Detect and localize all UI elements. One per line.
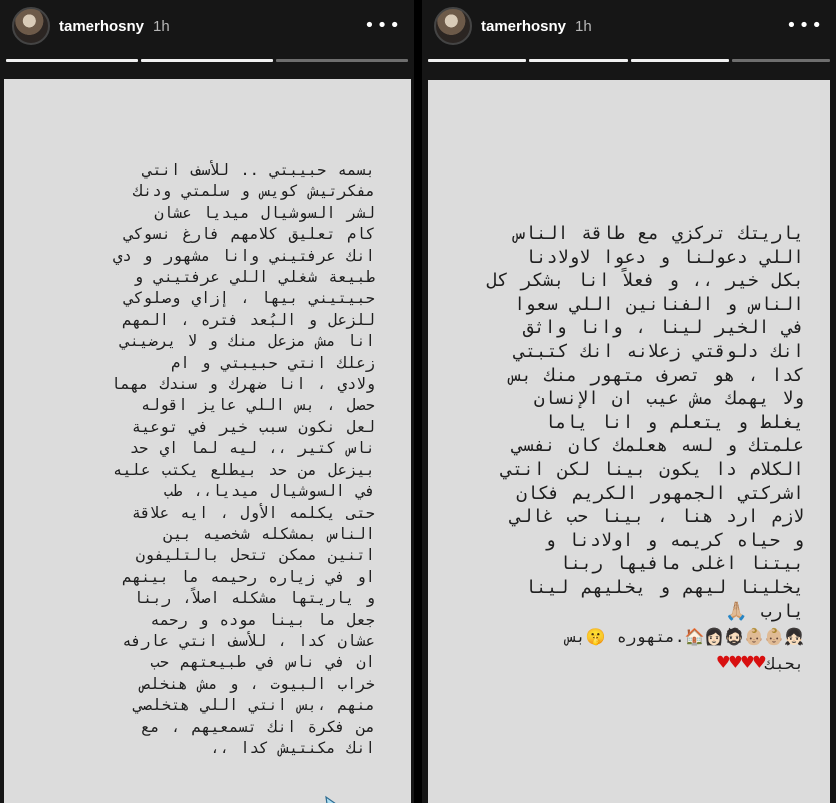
text-line: يارب 🙏🏼	[725, 600, 804, 622]
text-line: لشر السوشيال ميديا عشان	[154, 203, 375, 222]
text-line: كام تعليق كلامهم فارغ نسوكي	[124, 225, 375, 244]
text-line: انا مش مزعل منك و لا يرضيني	[120, 332, 375, 351]
text-line: بيزعل من حد بيطلع يكتب عليه	[113, 460, 375, 479]
story-text	[36, 160, 375, 759]
text-line: في الخير لينا ، وانا واثق	[523, 317, 804, 339]
story-content	[4, 79, 411, 803]
story-text	[451, 222, 804, 675]
text-line: خراب البيوت ، و مش هنخلص	[141, 674, 375, 693]
text-line: جعل ما بينا موده و رحمه	[150, 610, 375, 629]
progress-segment	[141, 59, 273, 62]
text-line: حبيتيني بيها ، إزاي وصلوكي	[124, 289, 375, 308]
more-options-icon[interactable]: •••	[786, 15, 824, 36]
text-line: منهم ،بس انتي اللي هتخلصي	[133, 696, 375, 715]
text-line: زعلك انتي حبيبتي و ام	[171, 353, 375, 372]
text-line: ناس كتير ،، ليه لما اي حد	[129, 439, 375, 458]
text-line: بسمه حبيبتي .. للأسف انتي	[143, 161, 375, 179]
text-line: اللي دعولنا و دعوا لاولادنا	[525, 246, 804, 268]
text-line: و ياريتها مشكله اصلاً، ربنا	[133, 589, 375, 608]
text-line: الكلام دا يكون بينا لكن انتي	[501, 458, 804, 480]
next-arrow-icon[interactable]	[276, 791, 372, 803]
text-line: بكل خير ،، و فعلاً انا بشكر كل	[486, 270, 804, 292]
hearts-icon: ♥♥♥♥	[717, 649, 766, 674]
text-line: او في زياره رحيمه ما بينهم	[122, 567, 375, 586]
progress-segment	[6, 59, 138, 62]
text-line: الناس و الفنانين اللي سعوا	[514, 293, 804, 315]
text-line: انك مكنتيش كدا ،،	[210, 738, 375, 757]
text-line: للزعل و البُعد فتره ، المهم	[122, 310, 375, 329]
avatar[interactable]	[434, 7, 472, 45]
progress-segment	[732, 59, 830, 62]
text-line: لازم ارد هنا ، بينا حب غالي	[510, 506, 804, 528]
progress-segment	[631, 59, 729, 62]
closing-line	[451, 651, 804, 676]
post-time: 1h	[153, 17, 170, 35]
progress-segment	[428, 59, 526, 62]
avatar[interactable]	[12, 7, 50, 45]
story-panel-right[interactable]	[422, 0, 836, 803]
text-line: حصل ، بس اللي عايز اقوله	[141, 396, 375, 415]
text-line: اشركتي الجمهور الكريم فكان	[516, 482, 804, 504]
text-line: الناس بمشكله شخصيه بين	[163, 524, 375, 543]
emoji-line: 👧🏻👶🏼👶🏼🧔🏻👩🏻🏠.متهوره 🤫بس	[566, 627, 804, 647]
text-line: مفكرتيش كويس و سلمتي ودنك	[133, 182, 375, 201]
text-line: ولا يهمك مش عيب ان الإنسان	[533, 388, 804, 410]
text-line: من فكرة انك تسمعيهم ، مع	[141, 717, 375, 736]
text-line: انك دلوقتي زعلانه انك كتبتي	[514, 340, 804, 362]
text-line: عشان كدا ، للأسف انتي عارفه	[122, 631, 375, 650]
text-line: ولادي ، انا ضهرك و سندك مهما	[111, 375, 375, 394]
text-line: ياريتك تركزي مع طاقة الناس	[514, 223, 804, 244]
text-line: ان في ناس في طبيعتهم حب	[150, 653, 375, 672]
text-line: لعل نكون سبب خير في توعية	[131, 417, 375, 436]
story-progress	[428, 59, 830, 62]
post-time: 1h	[575, 17, 592, 35]
username[interactable]: tamerhosny	[481, 17, 567, 35]
progress-segment	[276, 59, 408, 62]
story-content	[428, 80, 830, 803]
story-header	[0, 0, 414, 52]
text-line: يغلط و يتعلم و انا ياما	[544, 411, 804, 433]
text-line: انك عرفتيني وانا مشهور و دي	[113, 246, 375, 265]
closing-text: بحبك	[765, 653, 804, 673]
text-line: في السوشيال ميديا،، طب	[163, 482, 375, 501]
story-panel-left[interactable]	[0, 0, 414, 803]
text-line: بيتنا اغلى مافيها ربنا	[559, 553, 804, 575]
story-header	[422, 0, 836, 52]
text-line: و حياه كريمه و اولادنا و	[544, 529, 804, 551]
text-line: يخلينا ليهم و يخليهم لينا	[525, 576, 804, 598]
text-line: علمتك و لسه هعلمك كان نفسي	[512, 435, 804, 457]
progress-segment	[529, 59, 627, 62]
text-line: اتنين ممكن تتحل بالتليفون	[135, 546, 375, 565]
more-options-icon[interactable]: •••	[364, 15, 402, 36]
text-line: طبيعة شغلي اللي عرفتيني و	[133, 268, 375, 287]
text-line: حتى يكلمه الأول ، ايه علاقة	[131, 503, 375, 522]
username[interactable]: tamerhosny	[59, 17, 145, 35]
text-line: كدا ، هو تصرف متهور منك بس	[510, 364, 804, 386]
story-progress	[6, 59, 408, 62]
